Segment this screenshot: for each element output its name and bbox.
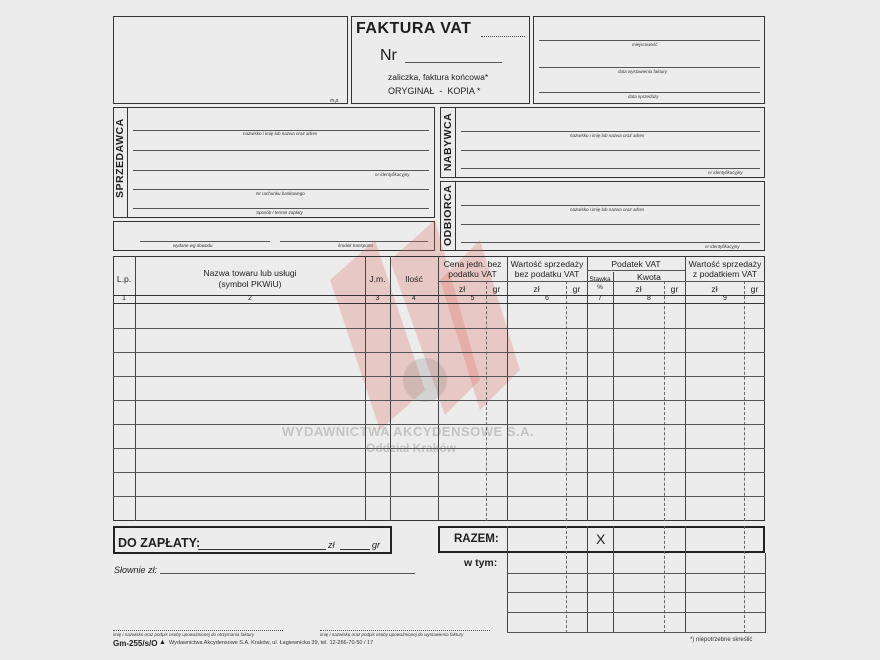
gross-gr-label: gr xyxy=(750,284,759,294)
col-number-3: 3 xyxy=(375,295,380,302)
copy-type: ORYGINAŁ - KOPIA * xyxy=(388,86,481,96)
vat-zl-label: zł xyxy=(635,284,642,294)
invoice-subtype: zaliczka, faktura końcowa* xyxy=(388,72,489,82)
amount-due-gr-line[interactable] xyxy=(340,549,370,550)
in-words-label: Słownie zł: xyxy=(114,565,158,575)
net-zl-label: zł xyxy=(533,284,540,294)
col-net-header-1: Wartość sprzedaży xyxy=(510,259,584,269)
col-number-5: 5 xyxy=(470,295,475,302)
seller-line-1[interactable] xyxy=(133,130,429,131)
seller-nip-label: nr identyfikacyjny xyxy=(375,172,410,177)
seller-line-4[interactable] xyxy=(133,189,429,190)
issued-by-line[interactable] xyxy=(140,241,270,242)
col-qty-header: Ilość xyxy=(405,274,423,284)
mp-label: m.p. xyxy=(330,98,340,104)
seller-bank-label: Nr rachunku bankowego xyxy=(256,191,305,196)
issue-date-label: data wystawienia faktury xyxy=(618,69,668,74)
summary-row-line-1[interactable] xyxy=(507,573,765,574)
col-lp-header: L.p. xyxy=(116,274,132,284)
watermark-line1: WYDAWNICTWA AKCYDENSOWE S.A. xyxy=(282,424,535,439)
amount-due-gr: gr xyxy=(372,540,381,550)
seller-label: SPRZEDAWCA xyxy=(114,118,126,198)
buyer-line-2[interactable] xyxy=(461,150,760,151)
amount-due-zl: zł xyxy=(328,540,335,550)
summary-row-line-2[interactable] xyxy=(507,592,765,593)
buyer-name-label: nazwisko i imię lub nazwa oraz adres xyxy=(570,133,645,138)
transport-label: środek transportu xyxy=(338,243,374,248)
vat-gr-sep xyxy=(664,281,665,521)
receiver-signature-line[interactable] xyxy=(113,630,283,631)
recipient-label: ODBIORCA xyxy=(442,184,454,246)
seller-name-label: nazwisko i imię lub nazwa oraz adres xyxy=(243,131,318,136)
buyer-label: NABYWCA xyxy=(442,112,454,172)
col-name-header-2: (symbol PKWiU) xyxy=(218,279,282,289)
form-code: Gm-255/s/O xyxy=(113,639,158,648)
razem-x-mark: X xyxy=(596,531,606,547)
title-fill-line xyxy=(481,36,525,37)
vat-header-split xyxy=(587,270,685,271)
numbers-bottom-line xyxy=(113,303,765,304)
issued-by-label: wydane wg dowodu xyxy=(173,243,213,248)
summary-sep-5 xyxy=(765,553,766,633)
issuer-signature-line[interactable] xyxy=(320,630,490,631)
col-number-6: 6 xyxy=(545,295,549,302)
gross-gr-sep xyxy=(744,281,745,521)
col-price-header-1: Cena jedn. bez xyxy=(443,259,502,269)
col-number-9: 9 xyxy=(723,295,727,302)
buyer-line-1[interactable] xyxy=(461,131,760,132)
summary-gr-sep-3 xyxy=(744,526,745,633)
table-row[interactable] xyxy=(113,400,765,401)
sale-date-label: data sprzedaży xyxy=(628,94,659,99)
table-row[interactable] xyxy=(113,472,765,473)
col-number-1: 1 xyxy=(122,295,126,302)
seller-payment-label: Sposób i termin zapłaty xyxy=(256,210,303,215)
seller-line-3[interactable] xyxy=(133,170,429,171)
amount-due-label: DO ZAPŁATY: xyxy=(118,536,201,550)
col-gross-header-1: Wartość sprzedaży xyxy=(688,259,762,269)
nr-line[interactable] xyxy=(405,62,502,63)
summary-row-line-3[interactable] xyxy=(507,612,765,613)
table-row[interactable] xyxy=(113,496,765,497)
net-gr-sep xyxy=(566,281,567,521)
table-row[interactable] xyxy=(113,448,765,449)
place-line[interactable] xyxy=(539,40,760,41)
col-number-7: 7 xyxy=(598,295,602,302)
buyer-line-3[interactable] xyxy=(461,168,760,169)
nr-label: Nr xyxy=(380,47,397,64)
col-number-8: 8 xyxy=(647,295,651,302)
table-row[interactable] xyxy=(113,376,765,377)
receiver-signature-label: imię i nazwisko oraz podpis osoby upoważnionej do otrzymania faktury xyxy=(113,632,255,637)
in-words-line[interactable] xyxy=(160,573,415,574)
summary-sep-1 xyxy=(507,526,508,633)
col-vat-header: Podatek VAT xyxy=(611,259,661,269)
seller-line-2[interactable] xyxy=(133,150,429,151)
vat-gr-label: gr xyxy=(670,284,679,294)
footnote: *) niepotrzebne skreślić xyxy=(690,637,753,643)
publisher-mark-icon: ▲ xyxy=(159,639,166,646)
stamp-box xyxy=(113,16,348,104)
buyer-nip-label: nr identyfikacyjny xyxy=(708,170,743,175)
invoice-title: FAKTURA VAT xyxy=(356,20,472,37)
col-amount-header: Kwota xyxy=(637,272,661,282)
issue-date-line[interactable] xyxy=(539,67,760,68)
summary-gr-sep-1 xyxy=(566,526,567,633)
watermark-line2: Oddział Kraków xyxy=(366,441,457,455)
table-row[interactable] xyxy=(113,424,765,425)
issuer-signature-label: imię i nazwisko oraz podpis osoby upoważnionej do wystawienia faktury xyxy=(320,632,464,637)
publisher-info: Wydawnictwa Akcydensowe S.A. Kraków, ul. Łagiewnicka 39, tel. 12-266-70-50 / 17 xyxy=(169,640,374,646)
col-sep-rate xyxy=(613,272,614,521)
price-zl-label: zł xyxy=(458,284,466,294)
price-gr-sep xyxy=(486,281,487,521)
col-number-4: 4 xyxy=(412,295,416,302)
col-rate-header-1: Stawka xyxy=(589,276,611,283)
col-number-2: 2 xyxy=(248,295,252,302)
col-gross-header-2: z podatkiem VAT xyxy=(692,269,758,279)
col-jm-header: J.m. xyxy=(369,274,386,284)
summary-sep-2 xyxy=(587,526,588,633)
table-row[interactable] xyxy=(113,328,765,329)
net-gr-label: gr xyxy=(572,284,581,294)
table-row[interactable] xyxy=(113,352,765,353)
gross-zl-label: zł xyxy=(711,284,718,294)
recipient-name-label: nazwisko i imię lub nazwa oraz adres xyxy=(570,207,645,212)
col-rate-header-2: % xyxy=(597,284,603,291)
sale-date-line[interactable] xyxy=(539,92,760,93)
col-net-header-2: bez podatku VAT xyxy=(514,269,580,279)
wtym-label: w tym: xyxy=(464,557,498,569)
summary-sep-4 xyxy=(685,526,686,633)
dates-box xyxy=(533,16,765,104)
summary-sep-3 xyxy=(613,526,614,633)
place-label: miejscowość xyxy=(632,42,658,47)
summary-row-line-4 xyxy=(507,632,765,633)
recipient-nip-label: nr identyfikacyjny xyxy=(705,244,740,249)
price-gr-label: gr xyxy=(492,284,501,294)
razem-label: RAZEM: xyxy=(454,533,499,545)
amount-due-zl-line[interactable] xyxy=(198,549,326,550)
summary-gr-sep-2 xyxy=(664,526,665,633)
col-price-header-2: podatku VAT xyxy=(448,269,497,279)
col-name-header-1: Nazwa towaru lub usługi xyxy=(203,268,297,278)
